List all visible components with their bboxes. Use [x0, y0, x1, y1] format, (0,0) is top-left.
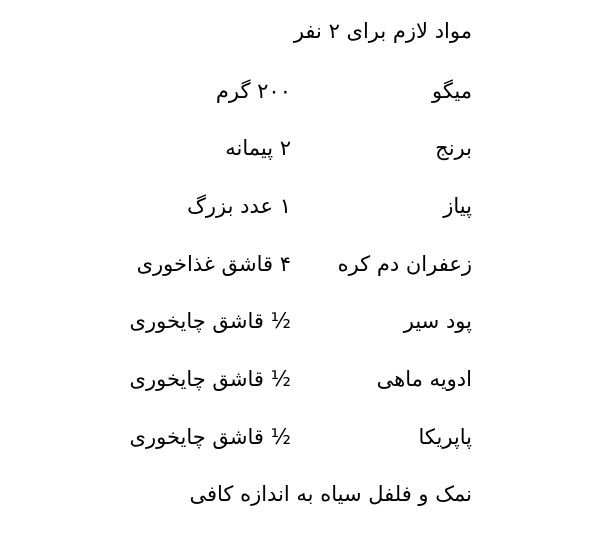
ingredient-row	[0, 361, 600, 401]
ingredient-name: پود سیر	[403, 309, 472, 333]
ingredient-name: پاپریکا	[418, 425, 472, 449]
ingredients-heading: مواد لازم برای ۲ نفر	[293, 19, 472, 43]
ingredient-amount: ۱ عدد بزرگ	[187, 194, 291, 218]
ingredient-amount: ۲۰۰ گرم	[215, 79, 291, 103]
ingredient-amount: ½ قاشق چایخوری	[129, 425, 291, 449]
ingredient-row	[0, 73, 600, 113]
seasoning-note: نمک و فلفل سیاه به اندازه کافی	[189, 482, 472, 506]
ingredient-name: میگو	[431, 79, 472, 103]
ingredient-amount: ۲ پیمانه	[225, 136, 291, 160]
ingredient-amount: ۴ قاشق غذاخوری	[136, 252, 291, 276]
ingredient-name: برنج	[435, 136, 472, 160]
ingredient-row	[0, 188, 600, 228]
ingredient-row	[0, 419, 600, 459]
ingredient-row	[0, 130, 600, 170]
ingredient-name: پیاز	[443, 194, 472, 218]
ingredient-amount: ½ قاشق چایخوری	[129, 309, 291, 333]
ingredient-name: زعفران دم کره	[337, 252, 472, 276]
ingredient-row	[0, 303, 600, 343]
ingredient-name: ادویه ماهی	[376, 367, 472, 391]
ingredient-row	[0, 246, 600, 286]
ingredient-amount: ½ قاشق چایخوری	[129, 367, 291, 391]
